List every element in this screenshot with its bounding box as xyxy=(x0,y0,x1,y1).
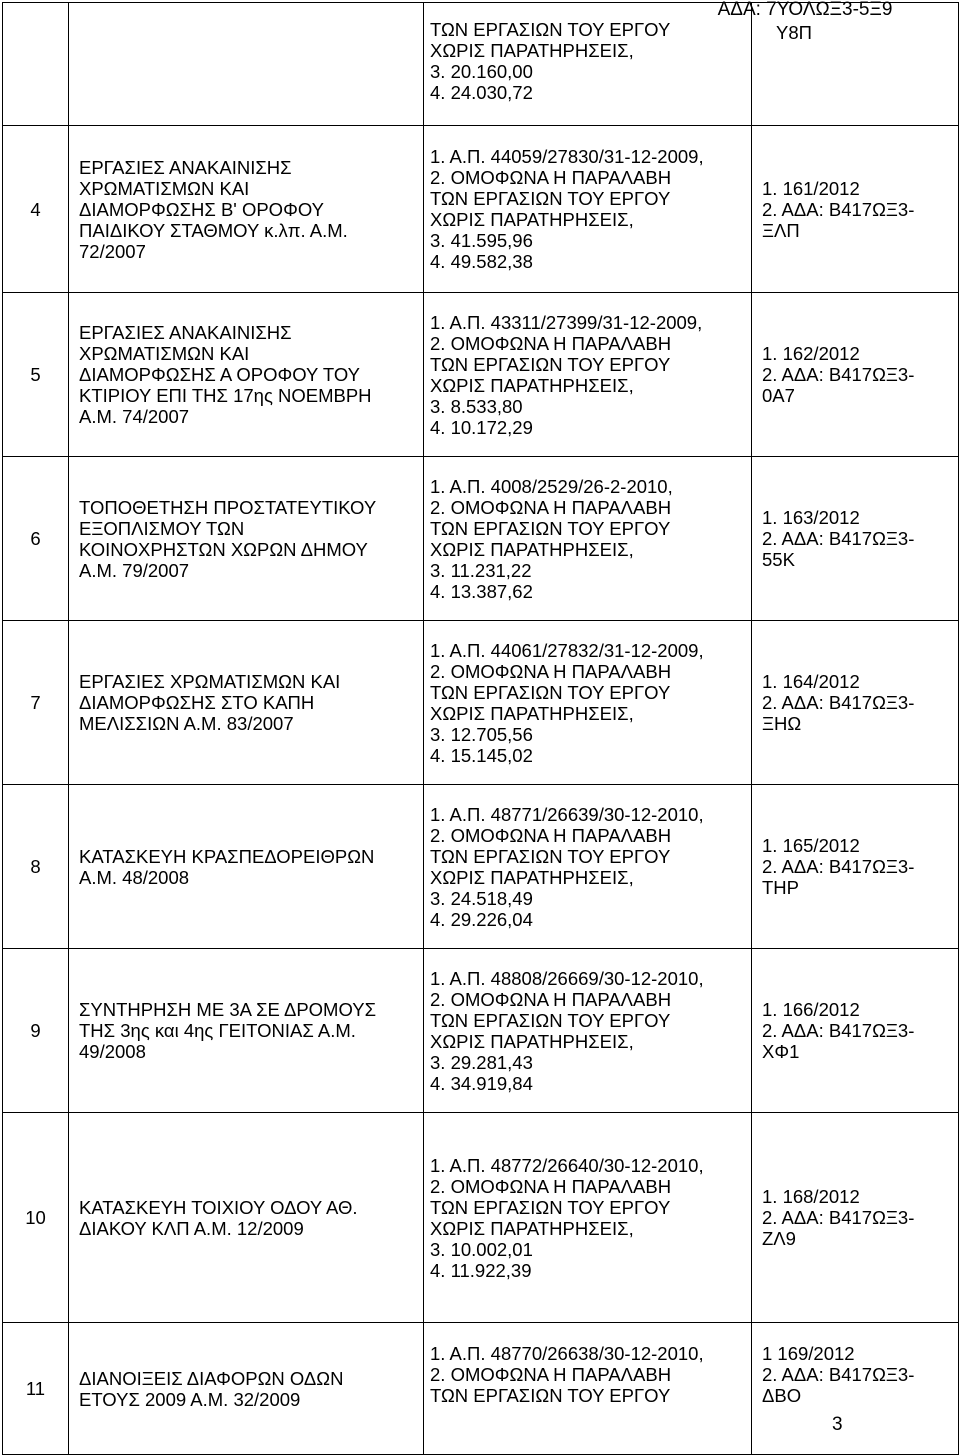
detail-line: 3. 12.705,56 xyxy=(430,723,533,745)
row-number: 5 xyxy=(3,293,69,457)
decision-info xyxy=(752,457,959,621)
description-line: ΚΟΙΝΟΧΡΗΣΤΩΝ ΧΩΡΩΝ ΔΗΜΟΥ xyxy=(79,538,368,560)
table-row xyxy=(3,621,959,785)
detail-line: ΤΩΝ ΕΡΓΑΣΙΩΝ ΤΟΥ ΕΡΓΟΥ xyxy=(430,1009,671,1031)
table-row xyxy=(3,293,959,457)
detail-line: 1. Α.Π. 4008/2529/26-2-2010, xyxy=(430,475,673,497)
page-number: 3 xyxy=(832,1414,843,1435)
work-description xyxy=(69,1323,424,1455)
decision-line: 2. ΑΔΑ: Β417ΩΞ3- xyxy=(762,692,915,713)
detail-line: ΤΩΝ ΕΡΓΑΣΙΩΝ ΤΟΥ ΕΡΓΟΥ xyxy=(430,681,671,703)
decision-info xyxy=(752,785,959,949)
acceptance-details xyxy=(424,621,752,785)
description-line: ΕΞΟΠΛΙΣΜΟΥ ΤΩΝ xyxy=(79,517,245,539)
detail-line: ΧΩΡΙΣ ΠΑΡΑΤΗΡΗΣΕΙΣ, xyxy=(430,374,634,396)
detail-line: 1. Α.Π. 44061/27832/31-12-2009, xyxy=(430,639,704,661)
detail-line: 2. ΟΜΟΦΩΝΑ Η ΠΑΡΑΛΑΒΗ xyxy=(430,824,672,846)
decision-line: ΖΛ9 xyxy=(762,1228,796,1249)
detail-line: ΤΩΝ ΕΡΓΑΣΙΩΝ ΤΟΥ ΕΡΓΟΥ xyxy=(430,845,671,867)
description-line: ΕΡΓΑΣΙΕΣ ΑΝΑΚΑΙΝΙΣΗΣ xyxy=(79,156,292,178)
detail-line: 1. Α.Π. 48771/26639/30-12-2010, xyxy=(430,803,704,825)
row-number: 4 xyxy=(3,126,69,293)
table-row xyxy=(3,457,959,621)
description-line: ΚΤΙΡΙΟΥ ΕΠΙ ΤΗΣ 17ης ΝΟΕΜΒΡΗ xyxy=(79,385,372,406)
acceptance-details xyxy=(424,785,752,949)
decision-info xyxy=(752,126,959,293)
detail-line: 2. ΟΜΟΦΩΝΑ Η ΠΑΡΑΛΑΒΗ xyxy=(430,1364,672,1385)
acceptance-details xyxy=(424,949,752,1113)
acceptance-details xyxy=(424,1113,752,1323)
decision-line: 1. 164/2012 xyxy=(762,671,860,692)
decision-line: 2. ΑΔΑ: Β417ΩΞ3- xyxy=(762,1020,915,1041)
detail-line: 2. ΟΜΟΦΩΝΑ Η ΠΑΡΑΛΑΒΗ xyxy=(430,1175,672,1197)
detail-line: 4. 29.226,04 xyxy=(430,908,533,930)
decision-line: 2. ΑΔΑ: Β417ΩΞ3- xyxy=(762,1364,915,1385)
decision-line: 2. ΑΔΑ: Β417ΩΞ3- xyxy=(762,528,915,549)
decision-info xyxy=(752,1323,959,1455)
work-description xyxy=(69,293,424,457)
description-line: ΧΡΩΜΑΤΙΣΜΩΝ ΚΑΙ xyxy=(79,343,250,364)
decision-line: 2. ΑΔΑ: Β417ΩΞ3- xyxy=(762,1207,915,1228)
decision-info xyxy=(752,1113,959,1323)
detail-line: 3. 20.160,00 xyxy=(430,61,533,82)
detail-line: ΤΩΝ ΕΡΓΑΣΙΩΝ ΤΟΥ ΕΡΓΟΥ xyxy=(430,1196,671,1218)
description-line: ΔΙΑΝΟΙΞΕΙΣ ΔΙΑΦΟΡΩΝ ΟΔΩΝ xyxy=(79,1367,344,1389)
work-description xyxy=(69,126,424,293)
table-row xyxy=(3,1323,959,1455)
row-number: 6 xyxy=(3,457,69,621)
table-row xyxy=(3,126,959,293)
row-number: 7 xyxy=(3,621,69,785)
work-description xyxy=(69,621,424,785)
detail-line: 3. 8.533,80 xyxy=(430,395,523,417)
acceptance-details xyxy=(424,457,752,621)
table-row xyxy=(3,1113,959,1323)
ada-code: ΑΔΑ: 7ΥΟΛΩΞ3-5Ξ9 xyxy=(717,0,893,20)
row-number: 9 xyxy=(3,949,69,1113)
detail-line: ΤΩΝ ΕΡΓΑΣΙΩΝ ΤΟΥ ΕΡΓΟΥ xyxy=(430,353,671,375)
detail-line: ΧΩΡΙΣ ΠΑΡΑΤΗΡΗΣΕΙΣ, xyxy=(430,1030,634,1052)
detail-line: ΧΩΡΙΣ ΠΑΡΑΤΗΡΗΣΕΙΣ, xyxy=(430,1217,634,1239)
decision-line: 55Κ xyxy=(762,549,795,570)
detail-line: 2. ΟΜΟΦΩΝΑ Η ΠΑΡΑΛΑΒΗ xyxy=(430,332,672,354)
description-line: ΜΕΛΙΣΣΙΩΝ Α.Μ. 83/2007 xyxy=(79,713,294,734)
description-line: ΣΥΝΤΗΡΗΣΗ ΜΕ 3Α ΣΕ ΔΡΟΜΟΥΣ xyxy=(79,999,377,1020)
detail-line: 2. ΟΜΟΦΩΝΑ Η ΠΑΡΑΛΑΒΗ xyxy=(430,988,672,1010)
description-line: 49/2008 xyxy=(79,1041,146,1062)
description-line: ΤΗΣ 3ης και 4ης ΓΕΙΤΟΝΙΑΣ Α.Μ. xyxy=(79,1020,356,1041)
description-line: ΔΙΑΚΟΥ ΚΛΠ Α.Μ. 12/2009 xyxy=(79,1217,304,1239)
detail-line: ΧΩΡΙΣ ΠΑΡΑΤΗΡΗΣΕΙΣ, xyxy=(430,40,634,61)
detail-line: 4. 24.030,72 xyxy=(430,82,533,103)
detail-line: 4. 11.922,39 xyxy=(430,1259,532,1281)
decision-line: 1. 163/2012 xyxy=(762,507,860,528)
description-line: 72/2007 xyxy=(79,240,146,262)
detail-line: ΤΩΝ ΕΡΓΑΣΙΩΝ ΤΟΥ ΕΡΓΟΥ xyxy=(430,19,671,40)
decision-continuation: Υ8Π xyxy=(776,22,812,43)
detail-line: 1. Α.Π. 48808/26669/30-12-2010, xyxy=(430,967,704,989)
description-line: ΧΡΩΜΑΤΙΣΜΩΝ ΚΑΙ xyxy=(79,177,250,199)
detail-line: ΧΩΡΙΣ ΠΑΡΑΤΗΡΗΣΕΙΣ, xyxy=(430,209,634,230)
decision-info xyxy=(752,621,959,785)
description-line: ΔΙΑΜΟΡΦΩΣΗΣ ΣΤΟ ΚΑΠΗ xyxy=(79,692,315,713)
work-description xyxy=(69,785,424,949)
description-line: ΔΙΑΜΟΡΦΩΣΗΣ Β' ΟΡΟΦΟΥ xyxy=(79,198,324,220)
detail-line: 3. 29.281,43 xyxy=(430,1051,533,1073)
detail-line: 4. 15.145,02 xyxy=(430,744,533,766)
description-line: ΤΟΠΟΘΕΤΗΣΗ ΠΡΟΣΤΑΤΕΥΤΙΚΟΥ xyxy=(79,496,377,518)
table-row xyxy=(3,785,959,949)
description-line: ΚΑΤΑΣΚΕΥΗ ΚΡΑΣΠΕΔΟΡΕΙΘΡΩΝ xyxy=(79,845,375,867)
detail-line: 2. ΟΜΟΦΩΝΑ Η ΠΑΡΑΛΑΒΗ xyxy=(430,496,672,518)
detail-line: ΤΩΝ ΕΡΓΑΣΙΩΝ ΤΟΥ ΕΡΓΟΥ xyxy=(430,1385,671,1406)
decision-line: ΔΒΟ xyxy=(762,1385,802,1406)
description-line: ΚΑΤΑΣΚΕΥΗ ΤΟΙΧΙΟΥ ΟΔΟΥ ΑΘ. xyxy=(79,1196,358,1218)
acceptance-details xyxy=(424,126,752,293)
row-number: 10 xyxy=(3,1113,69,1323)
work-description xyxy=(69,1113,424,1323)
decision-line: 1. 165/2012 xyxy=(762,835,860,856)
detail-line: ΧΩΡΙΣ ΠΑΡΑΤΗΡΗΣΕΙΣ, xyxy=(430,702,634,724)
detail-line: 2. ΟΜΟΦΩΝΑ Η ΠΑΡΑΛΑΒΗ xyxy=(430,660,672,682)
detail-line: 3. 10.002,01 xyxy=(430,1238,533,1260)
description-line: ΕΡΓΑΣΙΕΣ ΑΝΑΚΑΙΝΙΣΗΣ xyxy=(79,322,292,343)
detail-line: ΤΩΝ ΕΡΓΑΣΙΩΝ ΤΟΥ ΕΡΓΟΥ xyxy=(430,188,671,209)
detail-line: 4. 13.387,62 xyxy=(430,580,533,602)
work-description xyxy=(69,949,424,1113)
row-number xyxy=(3,3,69,126)
detail-line: 3. 41.595,96 xyxy=(430,230,533,251)
description-line: ΠΑΙΔΙΚΟΥ ΣΤΑΘΜΟΥ κ.λπ. Α.Μ. xyxy=(79,219,348,241)
decision-line: 1. 166/2012 xyxy=(762,999,860,1020)
description-line: Α.Μ. 74/2007 xyxy=(79,406,190,427)
detail-line: 1. Α.Π. 48772/26640/30-12-2010, xyxy=(430,1154,704,1176)
detail-line: ΧΩΡΙΣ ΠΑΡΑΤΗΡΗΣΕΙΣ, xyxy=(430,866,634,888)
decision-line: 1. 161/2012 xyxy=(762,177,860,199)
decision-line: 1. 162/2012 xyxy=(762,343,860,364)
table-row xyxy=(3,949,959,1113)
row-number: 8 xyxy=(3,785,69,949)
detail-line: 3. 24.518,49 xyxy=(430,887,533,909)
detail-line: 4. 34.919,84 xyxy=(430,1072,533,1094)
acceptance-details xyxy=(424,1323,752,1455)
decision-line: ΧΦ1 xyxy=(762,1041,800,1062)
decision-line: 2. ΑΔΑ: Β417ΩΞ3- xyxy=(762,856,915,877)
description-line: ΔΙΑΜΟΡΦΩΣΗΣ Α ΟΡΟΦΟΥ ΤΟΥ xyxy=(79,364,360,385)
decision-line: 0Α7 xyxy=(762,385,795,406)
detail-line: ΧΩΡΙΣ ΠΑΡΑΤΗΡΗΣΕΙΣ, xyxy=(430,538,634,560)
detail-line: 2. ΟΜΟΦΩΝΑ Η ΠΑΡΑΛΑΒΗ xyxy=(430,167,672,188)
works-table xyxy=(2,2,959,1455)
description-line: Α.Μ. 48/2008 xyxy=(79,866,190,888)
description-line: ΕΤΟΥΣ 2009 Α.Μ. 32/2009 xyxy=(79,1388,301,1410)
detail-line: 1. Α.Π. 44059/27830/31-12-2009, xyxy=(430,146,704,167)
description-line: ΕΡΓΑΣΙΕΣ ΧΡΩΜΑΤΙΣΜΩΝ ΚΑΙ xyxy=(79,671,341,692)
detail-line: 3. 11.231,22 xyxy=(430,559,532,581)
decision-info xyxy=(752,3,959,126)
work-description xyxy=(69,3,424,126)
decision-line: 2. ΑΔΑ: Β417ΩΞ3- xyxy=(762,198,915,220)
decision-line: 1. 168/2012 xyxy=(762,1186,860,1207)
decision-line: ΞΗΩ xyxy=(762,713,802,734)
table-row xyxy=(3,3,959,126)
detail-line: 1. Α.Π. 43311/27399/31-12-2009, xyxy=(430,311,703,333)
acceptance-details xyxy=(424,3,752,126)
acceptance-details xyxy=(424,293,752,457)
decision-line: 2. ΑΔΑ: Β417ΩΞ3- xyxy=(762,364,915,385)
row-number: 11 xyxy=(3,1323,69,1455)
detail-line: 1. Α.Π. 48770/26638/30-12-2010, xyxy=(430,1343,704,1364)
detail-line: ΤΩΝ ΕΡΓΑΣΙΩΝ ΤΟΥ ΕΡΓΟΥ xyxy=(430,517,671,539)
decision-line: 1 169/2012 xyxy=(762,1343,855,1364)
decision-line: ΞΛΠ xyxy=(762,219,800,241)
decision-line: ΤΗΡ xyxy=(762,877,799,898)
detail-line: 4. 10.172,29 xyxy=(430,416,533,438)
work-description xyxy=(69,457,424,621)
description-line: Α.Μ. 79/2007 xyxy=(79,559,190,581)
detail-line: 4. 49.582,38 xyxy=(430,251,533,272)
decision-info xyxy=(752,949,959,1113)
works-table-body xyxy=(3,3,959,1455)
decision-info xyxy=(752,293,959,457)
